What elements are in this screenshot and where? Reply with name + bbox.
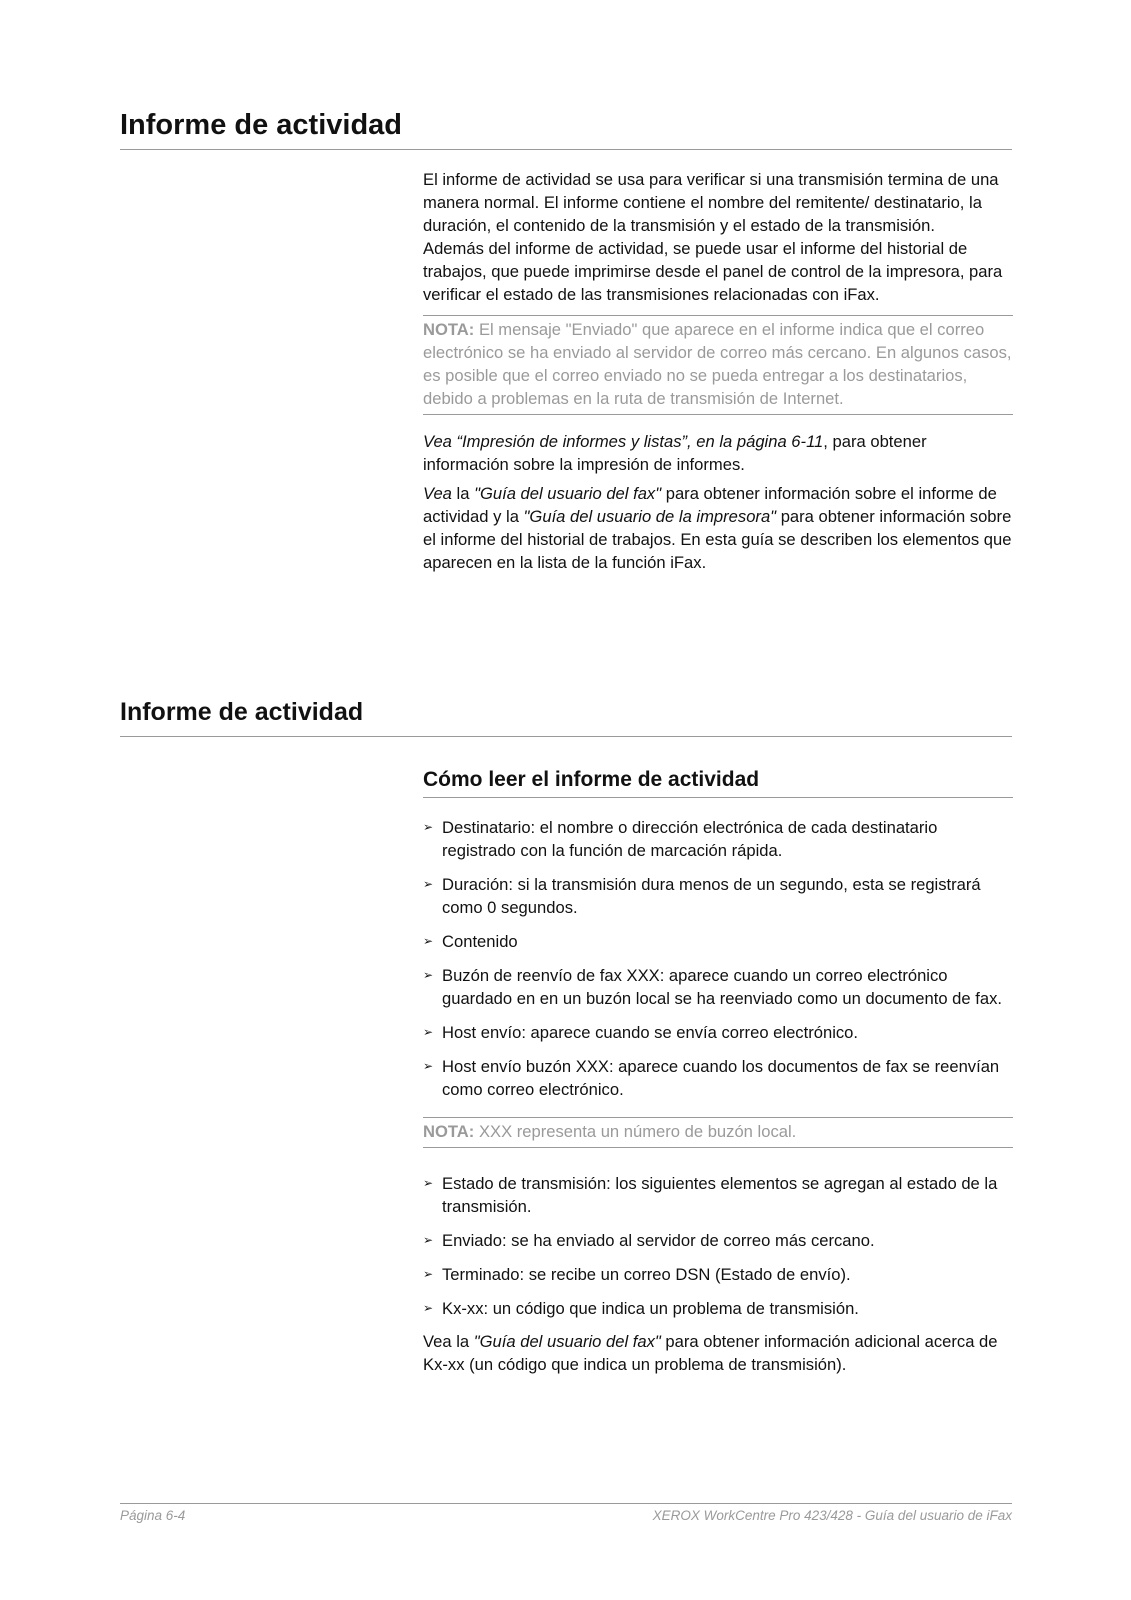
page-number: Página 6-4 bbox=[120, 1508, 186, 1523]
subsection-title: Cómo leer el informe de actividad bbox=[423, 766, 1013, 798]
note-label: NOTA: bbox=[423, 320, 475, 339]
arrow-bullet-icon: ➢ bbox=[423, 820, 434, 834]
note-box bbox=[423, 315, 1013, 415]
section1-body bbox=[423, 168, 1013, 574]
arrow-bullet-icon: ➢ bbox=[423, 1267, 434, 1281]
note-text: El mensaje "Enviado" que aparece en el informe indica que el correo electrónico se ha enviado al servidor de correo más cercano. En algunos casos, es posible que el correo enviado no se pueda entregar a los destinatarios, debido a problemas en la ruta de transmisión de Internet. bbox=[423, 320, 1012, 408]
page-footer bbox=[120, 1503, 1012, 1523]
list-item: ➢ Buzón de reenvío de fax XXX: aparece cuando un correo electrónico guardado en en un buzón local se ha reenviado como un documento de fax. bbox=[423, 966, 1002, 1008]
status-list bbox=[423, 1172, 1013, 1320]
reference-paragraph bbox=[423, 430, 1013, 476]
list-item: ➢ Host envío: aparece cuando se envía correo electrónico. bbox=[423, 1023, 859, 1042]
field-list bbox=[423, 816, 1013, 1101]
intro-paragraph: El informe de actividad se usa para verificar si una transmisión termina de una manera normal. El informe contiene el nombre del remitente/ destinatario, la duración, el contenido de la transmisión y el estado de la transmisión. bbox=[423, 170, 999, 235]
list-item: ➢ Terminado: se recibe un correo DSN (Estado de envío). bbox=[423, 1265, 851, 1284]
fax-guide-title: "Guía del usuario del fax" bbox=[474, 484, 662, 503]
list-item: ➢ Contenido bbox=[423, 932, 518, 951]
guide-ref-text: para obtener información sobre el informe del historial de trabajos. En esta guía se describen los elementos que aparecen en la lista de la función iFax. bbox=[423, 507, 1012, 572]
arrow-bullet-icon: ➢ bbox=[423, 934, 434, 948]
list-item: ➢ Estado de transmisión: los siguientes elementos se agregan al estado de la transmisión. bbox=[423, 1174, 998, 1216]
history-paragraph: Además del informe de actividad, se puede usar el informe del historial de trabajos, que puede imprimirse desde el panel de control de la impresora, para verificar el estado de las transmisiones relacionadas con iFax. bbox=[423, 239, 1003, 304]
note-text: XXX representa un número de buzón local. bbox=[478, 1122, 797, 1141]
note-label: NOTA: bbox=[423, 1122, 475, 1141]
arrow-bullet-icon: ➢ bbox=[423, 1301, 434, 1315]
arrow-bullet-icon: ➢ bbox=[423, 1025, 434, 1039]
arrow-bullet-icon: ➢ bbox=[423, 877, 434, 891]
guide-ref-text: para obtener información sobre el informe de actividad y la bbox=[423, 484, 997, 526]
fax-guide-title: "Guía del usuario del fax" bbox=[473, 1332, 661, 1351]
final-text: Vea la bbox=[423, 1332, 474, 1351]
list-item: ➢ Kx-xx: un código que indica un problema de transmisión. bbox=[423, 1299, 859, 1318]
arrow-bullet-icon: ➢ bbox=[423, 1233, 434, 1247]
guide-ref-text: la bbox=[451, 484, 475, 503]
guide-reference-paragraph bbox=[423, 482, 1013, 574]
final-text: para obtener información adicional acerca de Kx-xx (un código que indica un problema de transmisión). bbox=[423, 1332, 998, 1374]
list-item: ➢ Enviado: se ha enviado al servidor de correo más cercano. bbox=[423, 1231, 875, 1250]
arrow-bullet-icon: ➢ bbox=[423, 1176, 434, 1190]
list-item: ➢ Duración: si la transmisión dura menos de un segundo, esta se registrará como 0 segundos. bbox=[423, 875, 981, 917]
final-paragraph bbox=[423, 1330, 1013, 1376]
reference-link[interactable]: Vea “Impresión de informes y listas”, en la página 6-11 bbox=[423, 432, 824, 451]
section2-body bbox=[423, 766, 1013, 1376]
list-item: ➢ Host envío buzón XXX: aparece cuando los documentos de fax se reenvían como correo electrónico. bbox=[423, 1057, 1000, 1099]
note-box bbox=[423, 1117, 1013, 1148]
section-title: Informe de actividad bbox=[120, 697, 1012, 737]
page-title: Informe de actividad bbox=[120, 108, 1012, 150]
arrow-bullet-icon: ➢ bbox=[423, 1059, 434, 1073]
printer-guide-title: "Guía del usuario de la impresora" bbox=[523, 507, 777, 526]
reference-text: , para obtener información sobre la impresión de informes. bbox=[423, 432, 927, 474]
guide-ref-vea: Vea bbox=[423, 484, 452, 503]
list-item: ➢ Destinatario: el nombre o dirección electrónica de cada destinatario registrado con la función de marcación rápida. bbox=[423, 818, 938, 860]
arrow-bullet-icon: ➢ bbox=[423, 968, 434, 982]
document-title: XEROX WorkCentre Pro 423/428 - Guía del usuario de iFax bbox=[652, 1508, 1012, 1523]
